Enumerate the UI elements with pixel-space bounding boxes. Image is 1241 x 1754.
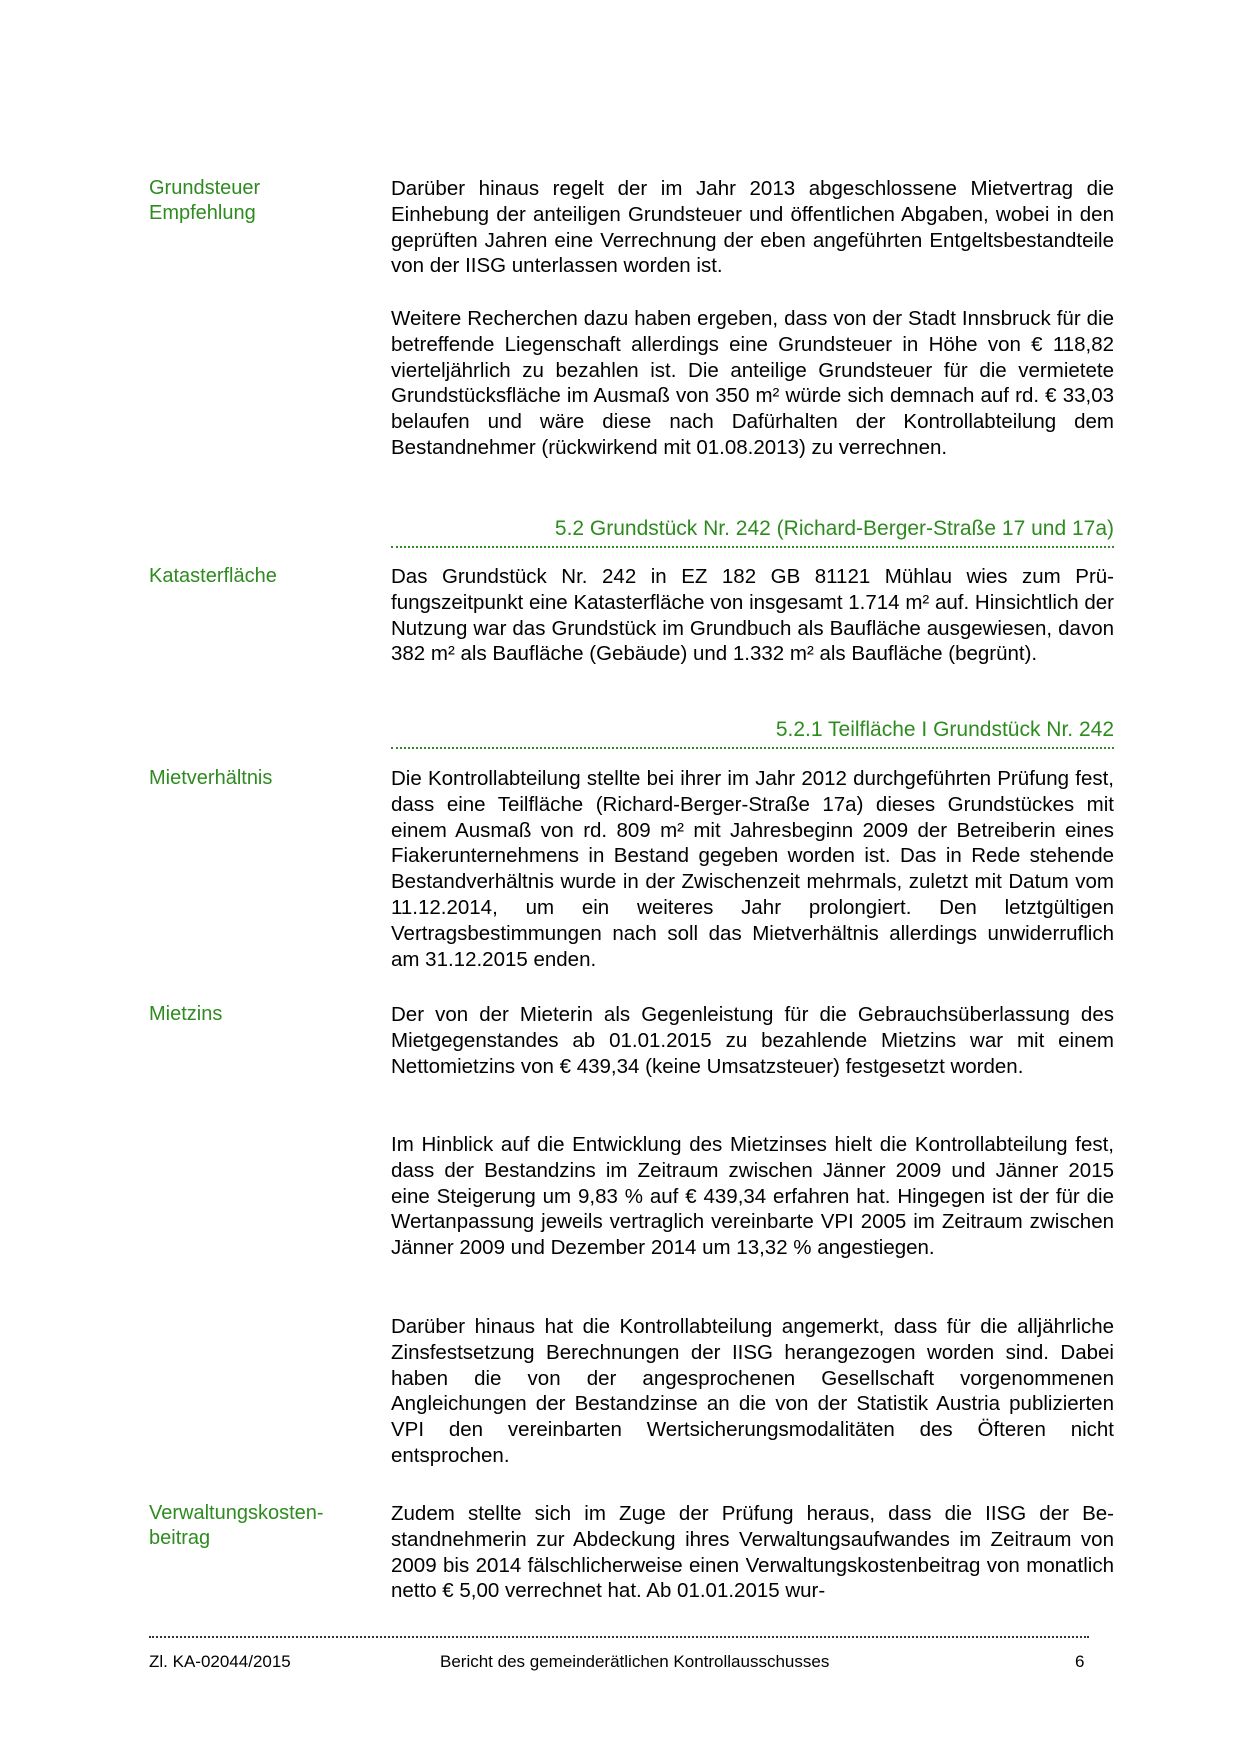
section-heading-5-2-1: 5.2.1 Teilfläche I Grundstück Nr. 242 [391, 717, 1114, 749]
paragraph-zinsfestsetzung: Darüber hinaus hat die Kontrollabteilung angemerkt, dass für die alljährliche Zinsfestsetzung Berechnungen der IISG herangezogen worden sind. Dabei haben die von der angesprochenen Gesellschaft vorgenommenen Angleichungen der Bestandzinse an die von der Statistik Austria publizierten VPI den vereinbarten Wertsicherungsmodalitäten des Öfteren nicht entsprochen. [391, 1315, 1114, 1467]
margin-label-mietverhaeltnis: Mietverhältnis [149, 767, 273, 789]
section-heading-5-2: 5.2 Grundstück Nr. 242 (Richard-Berger-Straße 17 und 17a) [391, 516, 1114, 548]
page-number: 6 [1075, 1652, 1085, 1671]
paragraph-mietzins: Der von der Mieterin als Gegenleistung für die Gebrauchsüberlassung des Mietgegenstandes ab 01.01.2015 zu bezahlende Mietzins war mit einem Nettomietzins von € 439,34 (keine Umsatzsteuer) festgesetzt worden. [391, 1003, 1114, 1078]
margin-label-line: Grundsteuer [149, 177, 261, 199]
footer-reference: Zl. KA-02044/2015 [149, 1652, 291, 1671]
paragraph-grundsteuer: Darüber hinaus regelt der im Jahr 2013 abgeschlossene Mietvertrag die Einhebung der anteiligen Grundsteuer und öffentlichen Abgaben, wobei in den geprüften Jahren eine Verrechnung der eben angeführten Entgeltsbestandteile von der IISG unterlassen worden ist. [391, 177, 1114, 278]
paragraph-mietverhaeltnis: Die Kontrollabteilung stellte bei ihrer im Jahr 2012 durchgeführten Prüfung fest, dass eine Teilfläche (Richard-Berger-Straße 17a) dieses Grundstückes mit einem Ausmaß von rd. 809 m² mit Jahresbeginn 2009 der Betreiberin eines Fiakerunternehmens in Bestand gegeben worden ist. Das in Rede stehende Bestandverhältnis wurde in der Zwischenzeit mehrmals, zuletzt mit Datum vom 11.12.2014, um ein weiteres Jahr prolongiert. Den letztgültigen Vertragsbestimmungen nach soll das Mietverhältnis allerdings unwiderruflich am 31.12.2015 enden. [391, 767, 1114, 971]
footer-title: Bericht des gemeinderätlichen Kontrollausschusses [440, 1652, 830, 1671]
margin-label-katasterflaeche: Katasterfläche [149, 565, 277, 587]
margin-label-line: beitrag [149, 1527, 211, 1549]
paragraph-verwaltungskosten: Zudem stellte sich im Zuge der Prüfung heraus, dass die IISG der Bestandnehmerin zur Abdeckung ihres Verwaltungsaufwandes im Zeitraum von 2009 bis 2014 fälschlicherweise einen Verwaltungskostenbeitrag von monatlich netto € 5,00 verrechnet hat. Ab 01.01.2015 wur- [391, 1502, 1114, 1603]
margin-label-mietzins: Mietzins [149, 1003, 223, 1025]
footer-divider [149, 1636, 1089, 1638]
paragraph-entwicklung: Im Hinblick auf die Entwicklung des Mietzinses hielt die Kontrollabteilung fest, dass der Bestandzins im Zeitraum zwischen Jänner 2009 und Jänner 2015 eine Steigerung um 9,83 % auf € 439,34 erfahren hat. Hingegen ist der für die Wertanpassung jeweils vertraglich vereinbarte VPI 2005 im Zeitraum zwischen Jänner 2009 und Dezember 2014 um 13,32 % angestiegen. [391, 1133, 1114, 1260]
paragraph-recherchen: Weitere Recherchen dazu haben ergeben, dass von der Stadt Innsbruck für die betreffende Liegenschaft allerdings eine Grundsteuer in Höhe von € 118,82 vierteljährlich zu bezahlen ist. Die anteilige Grundsteuer für die vermietete Grundstücksfläche im Ausmaß von 350 m² würde sich demnach auf rd. € 33,03 belaufen und wäre diese nach Dafürhalten der Kontrollabteilung dem Bestandnehmer (rückwirkend mit 01.08.2013) zu verrechnen. [391, 307, 1114, 459]
margin-label-line: Empfehlung [149, 202, 256, 224]
margin-label-line: Verwaltungskosten- [149, 1502, 324, 1524]
paragraph-katasterflaeche: Das Grundstück Nr. 242 in EZ 182 GB 81121 Mühlau wies zum Prüfungszeitpunkt eine Katasterfläche von insgesamt 1.714 m² auf. Hinsichtlich der Nutzung war das Grundstück im Grundbuch als Baufläche ausgewiesen, davon 382 m² als Baufläche (Gebäude) und 1.332 m² als Baufläche (begrünt). [391, 565, 1114, 666]
margin-label-grundsteuer [149, 176, 349, 226]
margin-label-verwaltungskostenbeitrag [149, 1501, 349, 1551]
